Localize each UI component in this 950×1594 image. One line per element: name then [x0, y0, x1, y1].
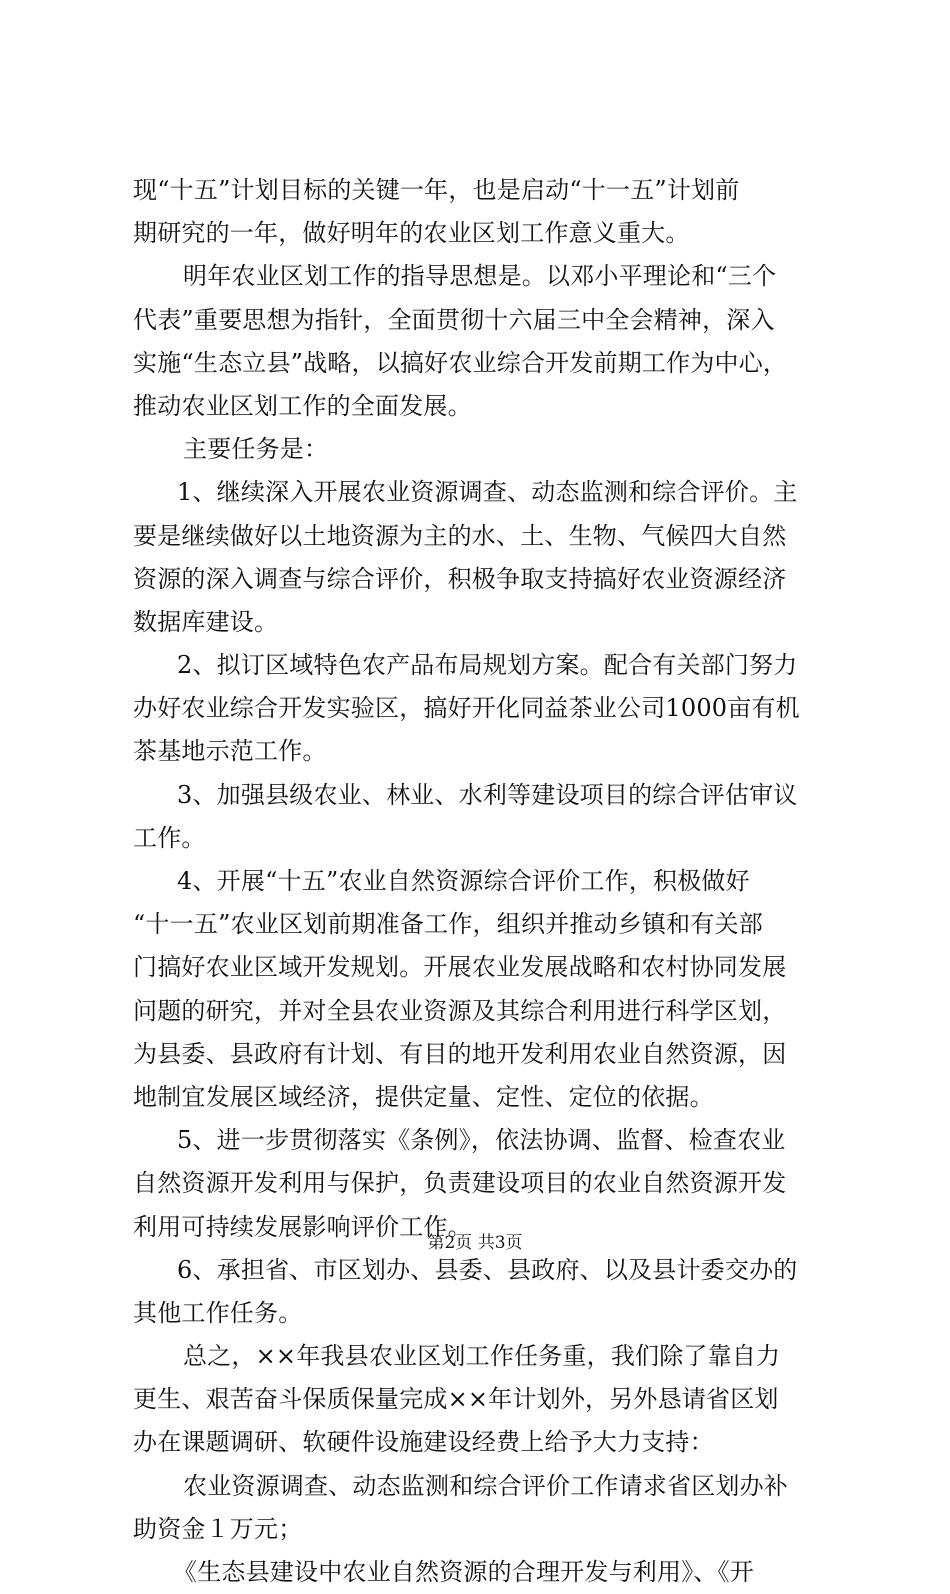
- text-line: 数据库建设。: [133, 607, 279, 636]
- text-line: 自然资源开发利用与保护，负责建设项目的农业自然资源开发: [133, 1169, 787, 1198]
- text-line: 办好农业综合开发实验区，搞好开化同益茶业公司1000亩有机: [133, 694, 800, 723]
- text-line: 其他工作任务。: [133, 1298, 303, 1327]
- text-line: 期研究的一年，做好明年的农业区划工作意义重大。: [133, 219, 690, 248]
- text-line: 利用可持续发展影响评价工作。: [133, 1212, 472, 1241]
- text-line: 《生态县建设中农业自然资源的合理开发与利用》、《开: [173, 1558, 754, 1586]
- text-line: 5、进一步贯彻落实《条例》，依法协调、监督、检查农业: [177, 1126, 786, 1155]
- text-line: 门搞好农业区域开发规划。开展农业发展战略和农村协同发展: [133, 953, 787, 982]
- text-line: 1、继续深入开展农业资源调查、动态监测和综合评价。主: [177, 478, 798, 507]
- text-line: 主要任务是：: [183, 435, 329, 464]
- text-line: 为县委、县政府有计划、有目的地开发利用农业自然资源，因: [133, 1039, 787, 1068]
- text-line: 农业资源调查、动态监测和综合评价工作请求省区划办补: [183, 1471, 788, 1500]
- text-line: 4、开展“十五”农业自然资源综合评价工作，积极做好: [177, 867, 750, 895]
- text-line: “十一五”农业区划前期准备工作，组织并推动乡镇和有关部: [133, 910, 763, 939]
- document-body: [133, 169, 833, 1594]
- text-line: 现“十五”计划目标的关键一年，也是启动“十一五”计划前: [133, 176, 740, 204]
- text-line: 要是继续做好以土地资源为主的水、土、生物、气候四大自然: [133, 521, 787, 550]
- text-line: 6、承担省、市区划办、县委、县政府、以及县计委交办的: [177, 1255, 798, 1284]
- text-line: 2、拟订区域特色农产品布局规划方案。配合有关部门努力: [177, 651, 798, 680]
- text-line: 地制宜发展区域经济，提供定量、定性、定位的依据。: [133, 1082, 714, 1111]
- text-line: 资源的深入调查与综合评价，积极争取支持搞好农业资源经济: [133, 564, 787, 593]
- text-line: 总之，××年我县农业区划工作任务重，我们除了靠自力: [183, 1342, 781, 1371]
- text-line: 助资金１万元；: [133, 1514, 303, 1543]
- text-line: 代表”重要思想为指针，全面贯彻十六届三中全会精神，深入: [133, 305, 775, 334]
- text-line: 办在课题调研、软硬件设施建设经费上给予大力支持：: [133, 1428, 714, 1457]
- page-number-footer: 第2页 共3页: [427, 1233, 523, 1253]
- text-line: 3、加强县级农业、林业、水利等建设项目的综合评估审议: [177, 780, 798, 809]
- text-line: 工作。: [133, 823, 206, 852]
- text-line: 明年农业区划工作的指导思想是。以邓小平理论和“三个: [183, 262, 777, 291]
- text-line: 推动农业区划工作的全面发展。: [133, 391, 472, 420]
- text-line: 问题的研究，并对全县农业资源及其综合利用进行科学区划，: [133, 996, 787, 1025]
- text-line: 更生、艰苦奋斗保质保量完成××年计划外，另外恳请省区划: [133, 1385, 779, 1414]
- text-line: 茶基地示范工作。: [133, 737, 327, 766]
- text-line: 实施“生态立县”战略，以搞好农业综合开发前期工作为中心，: [133, 348, 788, 377]
